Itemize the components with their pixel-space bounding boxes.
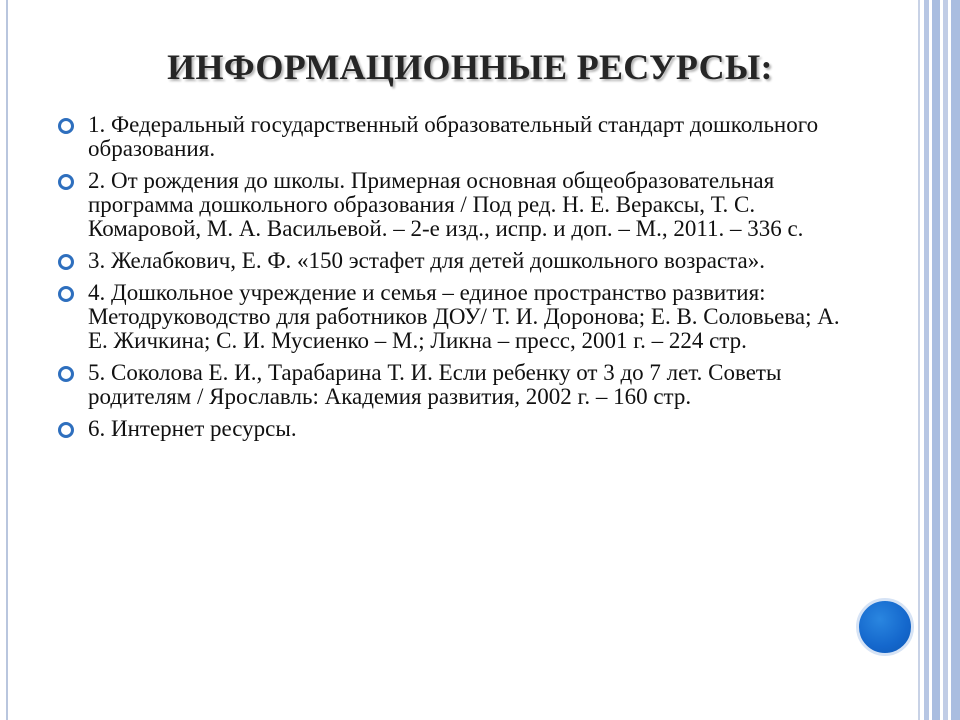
list-item-text: 5. Соколова Е. И., Тарабарина Т. И. Если ребенку от 3 до 7 лет. Советы родителям / Ярославль: Академия развития, 2002 г. – 160 стр. [88,360,782,409]
frame-stripe [924,0,929,720]
frame-stripe [932,0,940,720]
list-item-text: 4. Дошкольное учреждение и семья – единое пространство развития: Методруководство для работников ДОУ/ Т. И. Доронова; Е. В. Соловьева; А. Е. Жичкина; С. И. Мусиенко – М.; Ликна – пресс, 2001 г. – 224 стр. [88,280,840,353]
list-item [58,361,848,409]
bullet-ring-icon [58,254,74,270]
list-item [58,281,848,353]
resource-list [58,113,848,449]
bullet-ring-icon [58,366,74,382]
bullet-ring-icon [58,422,74,438]
list-item [58,169,848,241]
list-item-text: 1. Федеральный государственный образовательный стандарт дошкольного образования. [88,112,819,161]
list-item [58,417,848,441]
right-frame-stripes [918,0,960,720]
bullet-ring-icon [58,286,74,302]
list-item [58,249,848,273]
decorative-circle-icon [856,598,914,656]
bullet-ring-icon [58,174,74,190]
frame-stripe [951,0,960,720]
list-item-text: 3. Желабкович, Е. Ф. «150 эстафет для детей дошкольного возраста». [88,248,766,273]
left-frame-border [0,0,8,720]
slide-title: ИНФОРМАЦИОННЫЕ РЕСУРСЫ: [167,47,773,87]
frame-stripe [918,0,920,720]
list-item [58,113,848,161]
frame-stripe [943,0,948,720]
list-item-text: 2. От рождения до школы. Примерная основная общеобразовательная программа дошкольного образования / Под ред. Н. Е. Вераксы, Т. С. Комаровой, М. А. Васильевой. – 2-е изд., испр. и доп. – М., 2011. – 336 с. [88,168,804,241]
bullet-ring-icon [58,118,74,134]
list-item-text: 6. Интернет ресурсы. [88,416,297,441]
